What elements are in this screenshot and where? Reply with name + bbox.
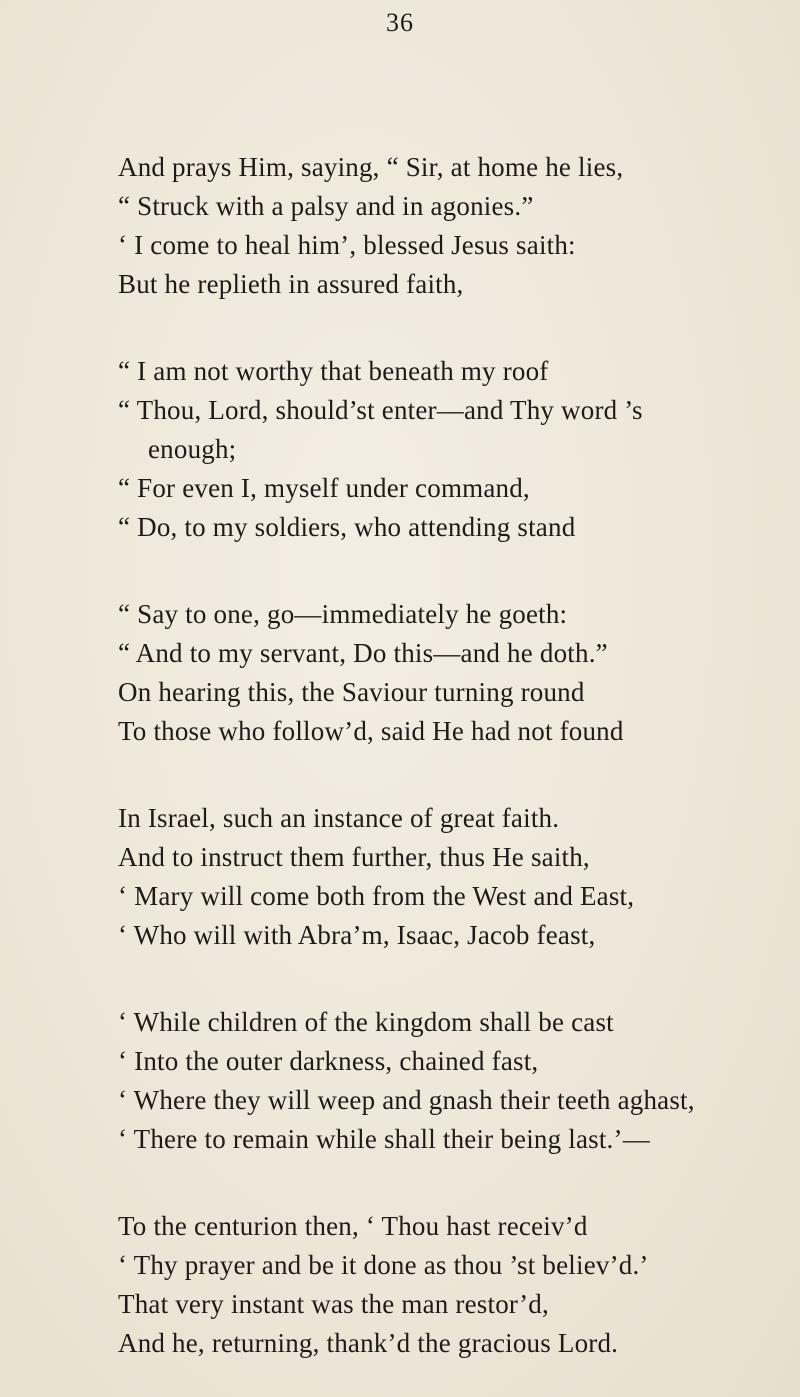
poem-line: ‘ There to remain while shall their being last.’— <box>118 1124 650 1154</box>
poem-line: “ Say to one, go—immediately he goeth: <box>118 599 568 629</box>
poem-line: To those who follow’d, said He had not found <box>118 716 624 746</box>
poem-line: That very instant was the man restor’d, <box>118 1289 549 1319</box>
poem-line: “ Thou, Lord, should’st enter—and Thy word ’s <box>118 395 643 425</box>
poem-line: ‘ While children of the kingdom shall be cast <box>118 1007 614 1037</box>
page-number: 36 <box>386 8 414 37</box>
poem-line-continuation: enough; <box>148 434 237 464</box>
poem-line: ‘ Who will with Abra’m, Isaac, Jacob feast, <box>118 920 596 950</box>
poem-line: On hearing this, the Saviour turning round <box>118 677 585 707</box>
poem-line: And prays Him, saying, “ Sir, at home he lies, <box>118 152 624 182</box>
poem-line: ‘ Where they will weep and gnash their teeth aghast, <box>118 1085 695 1115</box>
poem-line: But he replieth in assured faith, <box>118 269 464 299</box>
poem-line: In Israel, such an instance of great faith. <box>118 803 560 833</box>
poem-line: ‘ Into the outer darkness, chained fast, <box>118 1046 539 1076</box>
poem-line: “ For even I, myself under command, <box>118 473 530 503</box>
stanza-3 <box>118 595 793 751</box>
poem-line: To the centurion then, ‘ Thou hast receiv’d <box>118 1211 588 1241</box>
stanza-4 <box>118 799 793 955</box>
poem-line: “ And to my servant, Do this—and he doth.” <box>118 638 608 668</box>
stanza-6 <box>118 1207 793 1363</box>
poem-line: ‘ Thy prayer and be it done as thou ’st believ’d.’ <box>118 1250 649 1280</box>
poem-line: “ I am not worthy that beneath my roof <box>118 356 549 386</box>
poem <box>118 148 793 1397</box>
stanza-2 <box>118 352 793 547</box>
stanza-5 <box>118 1003 793 1159</box>
poem-line: ‘ I come to heal him’, blessed Jesus saith: <box>118 230 576 260</box>
poem-line: “ Do, to my soldiers, who attending stand <box>118 512 576 542</box>
poem-line: “ Struck with a palsy and in agonies.” <box>118 191 534 221</box>
poem-line: ‘ Mary will come both from the West and East, <box>118 881 635 911</box>
stanza-1 <box>118 148 793 304</box>
poem-line: And to instruct them further, thus He saith, <box>118 842 590 872</box>
poem-line: And he, returning, thank’d the gracious Lord. <box>118 1328 619 1358</box>
